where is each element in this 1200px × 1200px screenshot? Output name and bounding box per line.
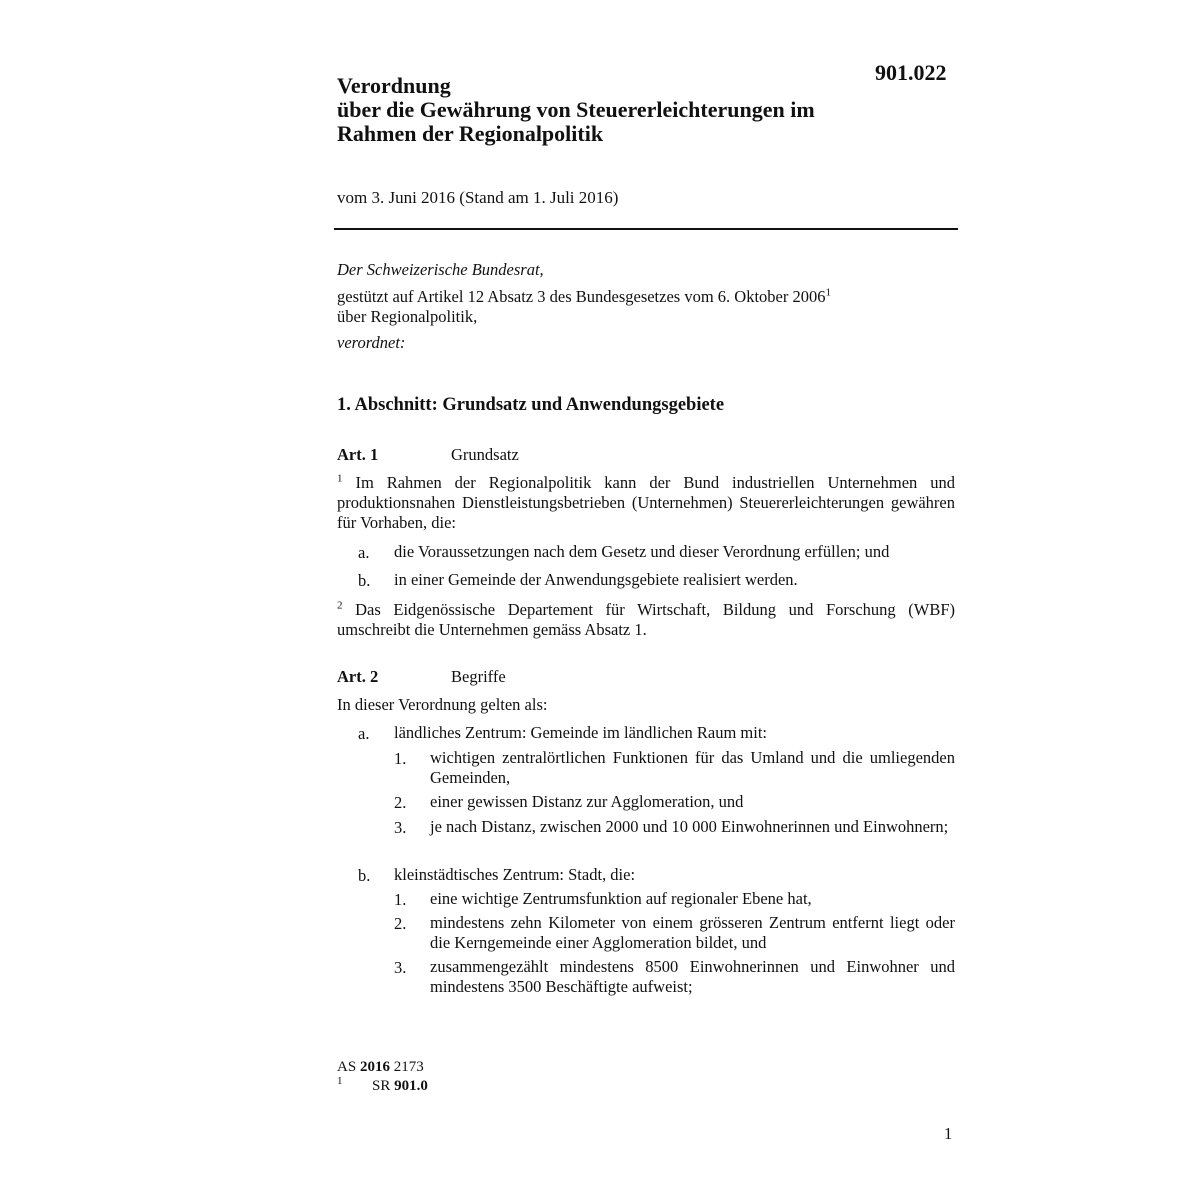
sublist-label: 3.: [394, 818, 407, 837]
list-label: a.: [358, 724, 370, 743]
sublist-label: 3.: [394, 958, 407, 977]
header-divider: [334, 228, 958, 230]
footnote-mark: 1: [337, 1075, 343, 1087]
sublist-item: zusammengezählt mindestens 8500 Einwohnerinnen und Einwohner und mindestens 3500 Beschäftigte aufweist;: [430, 957, 955, 996]
article-2-intro: In dieser Verordnung gelten als:: [337, 695, 548, 714]
article-2-number: Art. 2: [337, 667, 379, 686]
sublist-item: einer gewissen Distanz zur Agglomeration, und: [430, 792, 744, 811]
sublist-item: mindestens zehn Kilometer von einem grösseren Zentrum entfernt liegt oder die Kerngemeinde einer Agglomeration bildet, und: [430, 913, 955, 952]
title-line: über die Gewährung von Steuererleichterungen im: [337, 97, 815, 122]
title-line: Rahmen der Regionalpolitik: [337, 121, 604, 146]
article-1-paragraph-2: $^2$ Das Eidgenössische Departement für Wirtschaft, Bildung und Forschung (WBF) umschreibt die Unternehmen gemäss Absatz 1.: [337, 599, 955, 639]
footnote: $^1$ SR 901.0: [337, 1075, 428, 1094]
list-item: in einer Gemeinde der Anwendungsgebiete realisiert werden.: [394, 570, 798, 589]
sublist-label: 1.: [394, 749, 407, 768]
article-1-title: Grundsatz: [451, 445, 519, 464]
paragraph-number: 2: [337, 599, 343, 612]
paragraph-number: 1: [337, 472, 343, 485]
article-2-title: Begriffe: [451, 667, 506, 686]
sublist-label: 2.: [394, 914, 407, 933]
article-1-number: Art. 1: [337, 445, 379, 464]
list-item: die Voraussetzungen nach dem Gesetz und dieser Verordnung erfüllen; und: [394, 542, 890, 561]
sublist-label: 2.: [394, 793, 407, 812]
section-heading: 1. Abschnitt: Grundsatz und Anwendungsgebiete: [337, 395, 725, 415]
footnote-ref[interactable]: 1: [825, 286, 831, 299]
document-number: 901.022: [875, 60, 947, 85]
date-line: vom 3. Juni 2016 (Stand am 1. Juli 2016): [337, 188, 619, 207]
official-collection-ref: AS 2016 2173: [337, 1059, 424, 1075]
list-label: b.: [358, 571, 371, 590]
list-label: a.: [358, 543, 370, 562]
preamble-issuer: Der Schweizerische Bundesrat,: [337, 260, 544, 279]
list-item: ländliches Zentrum: Gemeinde im ländlichen Raum mit:: [394, 723, 767, 742]
sublist-item: wichtigen zentralörtlichen Funktionen für das Umland und die umliegenden Gemeinden,: [430, 748, 955, 787]
list-item: kleinstädtisches Zentrum: Stadt, die:: [394, 865, 636, 884]
list-label: b.: [358, 866, 371, 885]
preamble-decree: verordnet:: [337, 333, 406, 352]
sublist-label: 1.: [394, 890, 407, 909]
preamble-basis: gestützt auf Artikel 12 Absatz 3 des Bundesgesetzes vom 6. Oktober 2006$^1$ über Regionalpolitik,: [337, 286, 831, 326]
title-line: Verordnung: [337, 73, 451, 98]
page-number: 1: [944, 1124, 953, 1143]
article-1-paragraph-1: $^1$ Im Rahmen der Regionalpolitik kann der Bund industriellen Unternehmen und produktionsnahen Dienstleistungsbetrieben (Unternehmen) Steuererleichterungen gewähren für Vorhaben, die:: [337, 472, 955, 532]
sublist-item: je nach Distanz, zwischen 2000 und 10 000 Einwohnerinnen und Einwohnern;: [430, 817, 949, 836]
document-title: [337, 74, 897, 146]
sublist-item: eine wichtige Zentrumsfunktion auf regionaler Ebene hat,: [430, 889, 812, 908]
